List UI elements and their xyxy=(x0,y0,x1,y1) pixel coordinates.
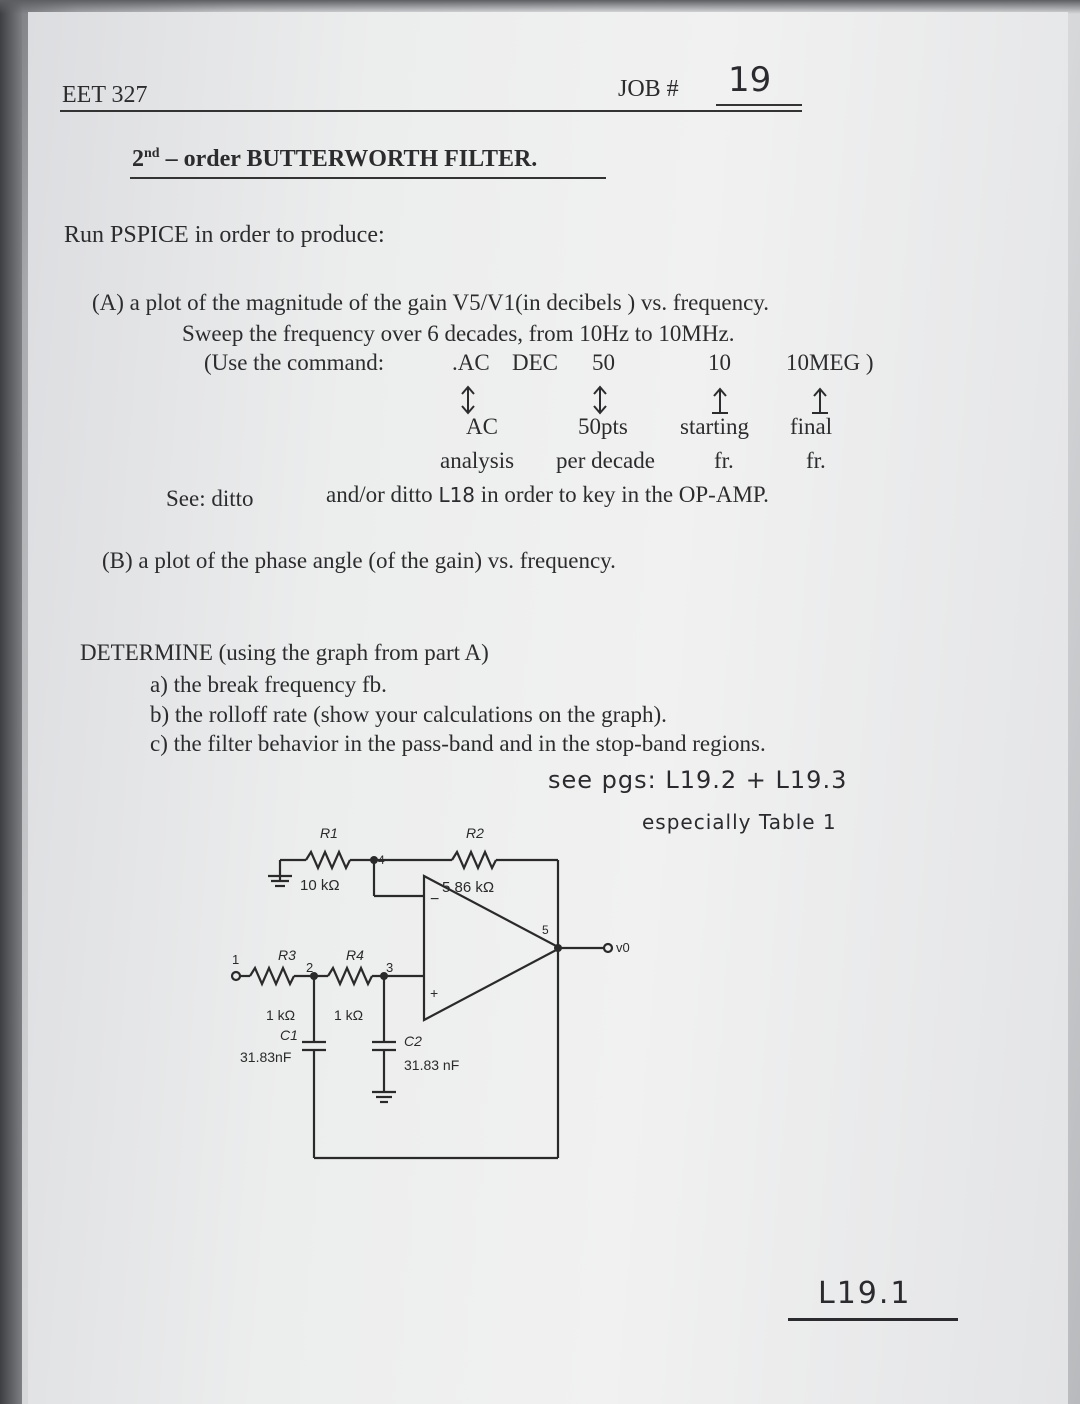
annotation-starting: starting xyxy=(680,414,749,439)
output-label: v0 xyxy=(616,940,630,955)
part-a-line2: Sweep the frequency over 6 decades, from 10Hz to 10MHz. xyxy=(182,321,735,346)
annotation-per-decade: per decade xyxy=(556,448,655,473)
see-text-a: and/or ditto xyxy=(326,482,433,507)
course-code: EET 327 xyxy=(62,82,148,108)
c1-value: 31.83nF xyxy=(240,1049,292,1065)
determine-heading: DETERMINE (using the graph from part A) xyxy=(80,640,489,665)
title-number: 2 xyxy=(132,146,144,172)
annotation-final: final xyxy=(790,414,833,439)
c2-value: 31.83 nF xyxy=(404,1057,460,1073)
r1-value: 10 kΩ xyxy=(300,877,340,894)
node-4-dot xyxy=(370,856,378,864)
job-label: JOB # xyxy=(618,76,679,102)
annotation-analysis: analysis xyxy=(440,448,515,473)
command-points: 50 xyxy=(592,350,615,375)
handwritten-see-pages: see pgs: L19.2 + L19.3 xyxy=(548,766,848,794)
r1-label: R1 xyxy=(320,825,338,841)
resistor-r1-icon xyxy=(306,852,350,868)
arrow-final-icon xyxy=(812,389,828,413)
command-start: 10 xyxy=(708,350,731,375)
resistor-r4-icon xyxy=(328,968,372,984)
title-underline xyxy=(130,177,606,179)
c2-label: C2 xyxy=(404,1033,422,1049)
op-amp-plus: + xyxy=(430,985,439,1001)
part-a-line1: (A) a plot of the magnitude of the gain V5/V1(in decibels ) vs. frequency. xyxy=(92,290,770,315)
r4-label: R4 xyxy=(346,947,364,963)
page-ref-underline xyxy=(788,1318,958,1321)
see-ditto-label: See: ditto xyxy=(166,486,254,511)
header-rule xyxy=(60,110,802,112)
command-prefix: (Use the command: xyxy=(204,350,385,375)
node-3-label: 3 xyxy=(386,960,394,975)
determine-item-b: b) the rolloff rate (show your calculations on the graph). xyxy=(150,702,667,727)
arrow-start-icon xyxy=(712,389,728,413)
node-4-label: 4 xyxy=(378,853,385,867)
node-5-dot xyxy=(554,944,562,952)
node-1-label: 1 xyxy=(232,952,240,967)
node-5-label: 5 xyxy=(542,923,549,937)
handwritten-especially: especially Table 1 xyxy=(642,810,837,834)
job-number: 19 xyxy=(728,60,772,100)
r4-value: 1 kΩ xyxy=(334,1007,364,1023)
r2-label: R2 xyxy=(466,825,484,841)
see-reference: L18 xyxy=(438,483,476,507)
r3-value: 1 kΩ xyxy=(266,1007,296,1023)
command-final: 10MEG ) xyxy=(786,350,874,375)
job-number-underline xyxy=(716,104,802,106)
op-amp-icon xyxy=(424,876,560,1020)
determine-item-a: a) the break frequency fb. xyxy=(150,672,387,697)
arrow-points-icon xyxy=(594,387,606,413)
resistor-r2-icon xyxy=(452,852,496,868)
filter-circuit-diagram xyxy=(28,792,728,1172)
command-dec: DEC xyxy=(512,350,558,375)
r3-label: R3 xyxy=(278,947,296,963)
page-title xyxy=(132,146,537,173)
resistor-r3-icon xyxy=(250,968,294,984)
worksheet-page xyxy=(28,12,1068,1404)
arrow-ac-icon xyxy=(462,387,474,413)
annotation-final-fr: fr. xyxy=(806,448,826,473)
annotation-ac: AC xyxy=(466,414,498,439)
see-text-b: in order to key in the OP-AMP. xyxy=(480,482,769,507)
monitor-edge xyxy=(0,0,22,1404)
title-superscript: nd xyxy=(144,146,160,161)
op-amp-minus: − xyxy=(430,891,440,908)
c1-label: C1 xyxy=(280,1027,298,1043)
annotation-starting-fr: fr. xyxy=(714,448,734,473)
command-ac: .AC xyxy=(452,350,490,375)
annotation-50pts: 50pts xyxy=(578,414,628,439)
determine-item-c: c) the filter behavior in the pass-band and in the stop-band regions. xyxy=(150,731,766,756)
intro-text: Run PSPICE in order to produce: xyxy=(64,222,385,248)
title-text: – order BUTTERWORTH FILTER. xyxy=(159,146,538,172)
part-b-text: (B) a plot of the phase angle (of the gain) vs. frequency. xyxy=(102,548,616,573)
node-2-label: 2 xyxy=(306,960,314,975)
r2-value: 5.86 kΩ xyxy=(442,879,495,896)
see-ditto-text xyxy=(326,482,769,508)
handwritten-page-ref: L19.1 xyxy=(818,1276,912,1311)
